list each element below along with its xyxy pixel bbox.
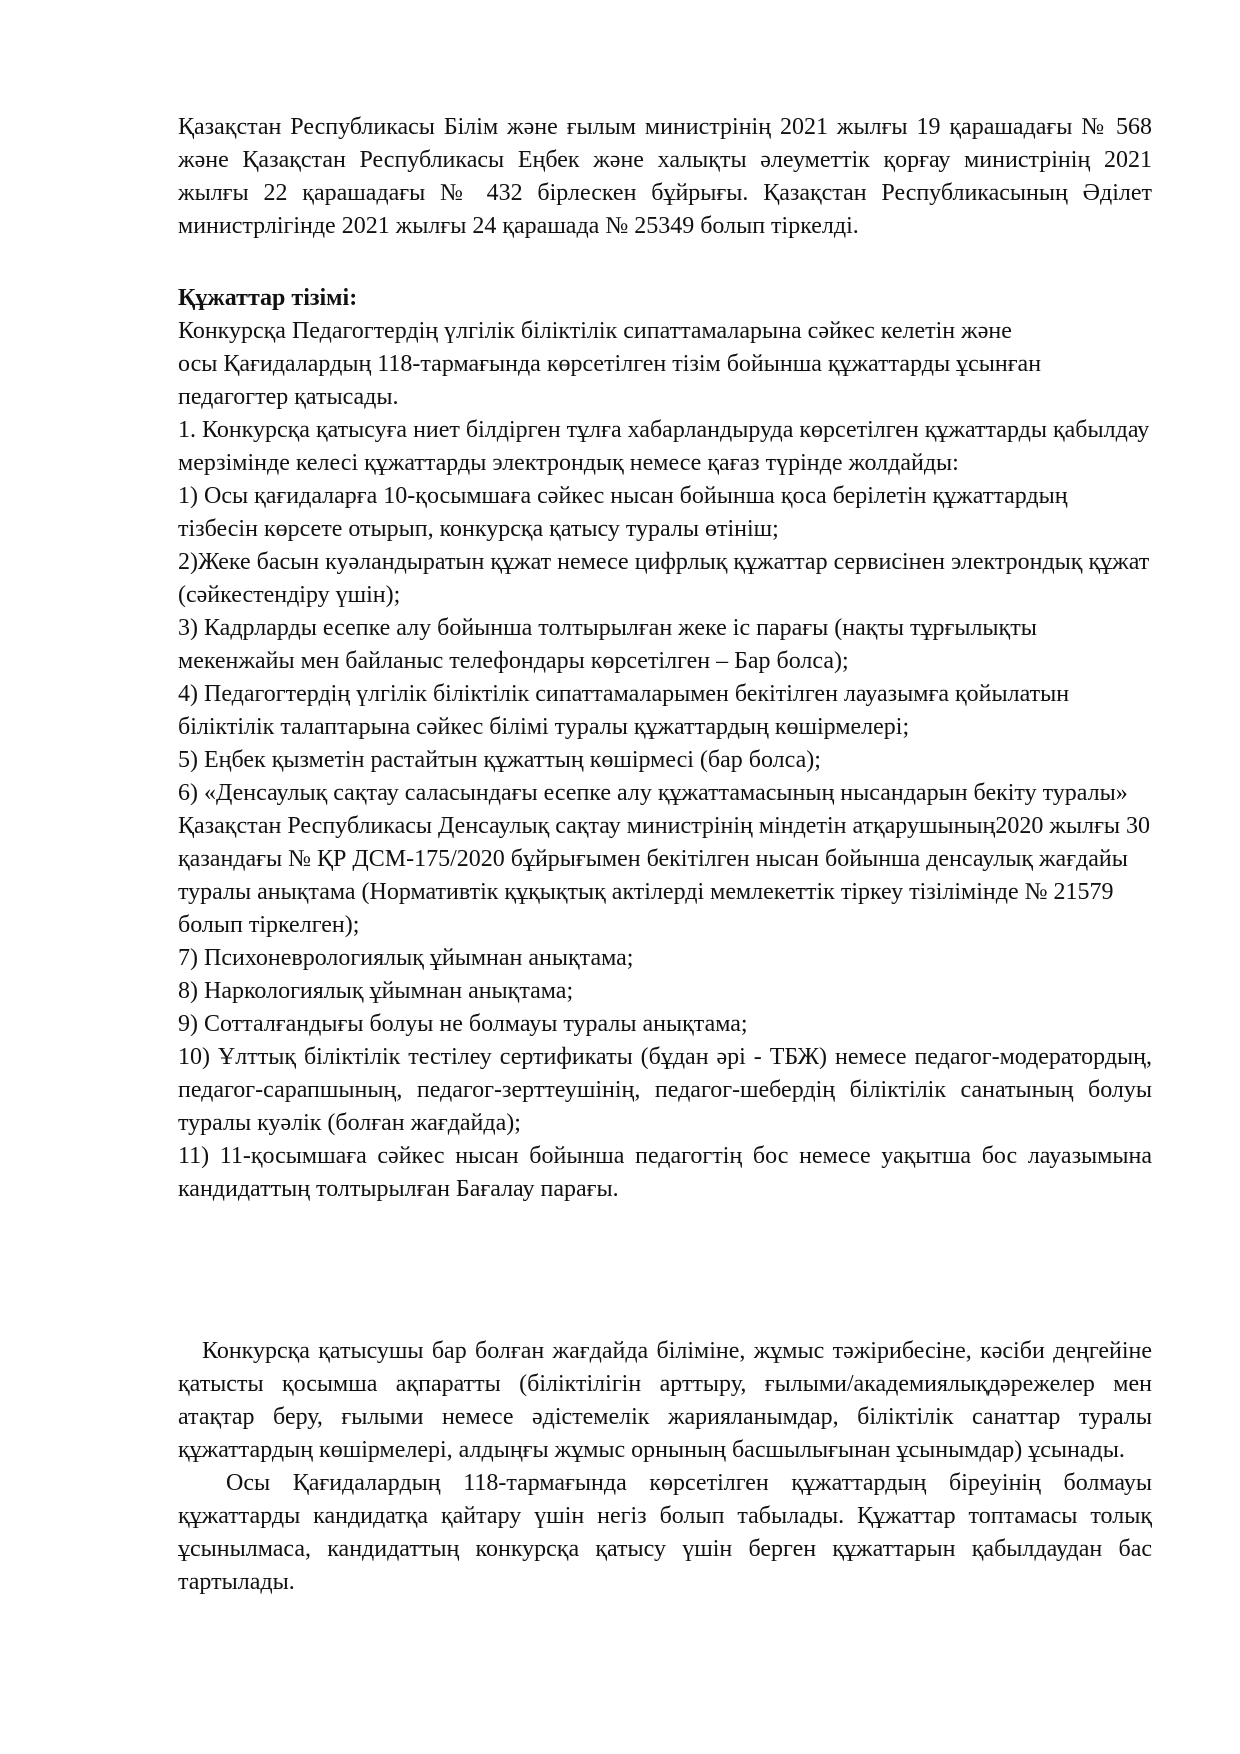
documents-list-item: 9) Сотталғандығы болуы не болмауы туралы анықтама; [178,1011,748,1037]
documents-list-item: 10) Ұлттық біліктілік тестілеу сертификаты (бұдан әрі - ТБЖ) немесе педагог-модератордың, педагог-сарапшының, педагог-зерттеушінің, педагог-шебердің біліктілік санатының болуы туралы куәлік (болған жағдайда); [178,1044,1152,1136]
intro-paragraph [178,111,1152,243]
lead-line: Конкурсқа Педагогтердің үлгілік біліктілік сипаттамаларына сәйкес келетін және [178,318,1012,344]
documents-list-item: 4) Педагогтердің үлгілік біліктілік сипаттамаларымен бекітілген лауазымға қойылатын біліктілік талаптарына сәйкес білімі туралы құжаттардың көшірмелері; [178,681,1070,740]
intro-text: Қазақстан Республикасы Білім және ғылым министрінің 2021 жылғы 19 қарашадағы № 568 және Қазақстан Республикасы Еңбек және халықты әлеуметтік қорғау министрінің 2021 жылғы 22 қарашадағы № 432 бірлескен бұйрығы. Қазақстан Республикасының Әділет министрлігінде 2021 жылғы 24 қарашада № 25349 болып тіркелді. [178,114,1152,239]
documents-list-item: 7) Психоневрологиялық ұйымнан анықтама; [178,945,634,971]
documents-list-item: 6) «Денсаулық сақтау саласындағы есепке алу құжаттамасының нысандарын бекіту туралы» Қазақстан Республикасы Денсаулық сақтау министрінің міндетін атқарушының2020 жылғы 30 қазандағы № ҚР ДСМ-175/2020 бұйрығымен бекітілген нысан бойынша денсаулық жағдайы туралы анықтама (Нормативтік құқықтық актілерді мемлекеттік тіркеу тізілімінде № 21579 болып тіркелген); [178,780,1151,938]
documents-list-item: 8) Наркологиялық ұйымнан анықтама; [178,978,574,1004]
documents-list-item: 5) Еңбек қызметін растайтын құжаттың көшірмесі (бар болса); [178,747,821,773]
documents-list-item: 3) Кадрларды есепке алу бойынша толтырылған жеке іс парағы (нақты тұрғылықты мекенжайы мен байланыс телефондары көрсетілген – Бар болса); [178,615,1037,674]
documents-list-item: 11) 11-қосымшаға сәйкес нысан бойынша педагогтің бос немесе уақытша бос лауазымына кандидаттың толтырылған Бағалау парағы. [178,1143,1152,1202]
closing-paragraph: Конкурсқа қатысушы бар болған жағдайда біліміне, жұмыс тәжірибесіне, кәсіби деңгейіне қатысты қосымша ақпаратты (біліктілігін арттыру, ғылыми/академиялықдәрежелер мен атақтар беру, ғылыми немесе әдістемелік жарияланымдар, біліктілік санаттар туралы құжаттардың көшірмелері, алдыңғы жұмыс орнының басшылығынан ұсынымдар) ұсынады. [178,1338,1152,1463]
lead-line: осы Қағидалардың 118-тармағында көрсетілген тізім бойынша құжаттарды ұсынған [178,351,1042,377]
lead-line: педагогтер қатысады. [178,384,399,410]
documents-heading: Құжаттар тізімі: [178,285,358,311]
documents-section [178,282,1152,1206]
documents-list-item: 2)Жеке басын куәландыратын құжат немесе цифрлық құжаттар сервисінен электрондық құжат (сәйкестендіру үшін); [178,549,1150,608]
documents-list-item: 1) Осы қағидаларға 10-қосымшаға сәйкес нысан бойынша қоса берілетін құжаттардың тізбесін көрсете отырып, конкурсқа қатысу туралы өтініш; [178,483,1068,542]
documents-list-item: 1. Конкурсқа қатысуға ниет білдірген тұлға хабарландыруда көрсетілген құжаттарды қабылдау мерзімінде келесі құжаттарды электрондық немесе қағаз түрінде жолдайды: [178,417,1150,476]
closing-section [178,1335,1152,1599]
closing-paragraph: Осы Қағидалардың 118-тармағында көрсетілген құжаттардың біреуінің болмауы құжаттарды кандидатқа қайтару үшін негіз болып табылады. Құжаттар топтамасы толық ұсынылмаса, кандидаттың конкурсқа қатысу үшін берген құжаттарын қабылдаудан бас тартылады. [178,1470,1152,1595]
